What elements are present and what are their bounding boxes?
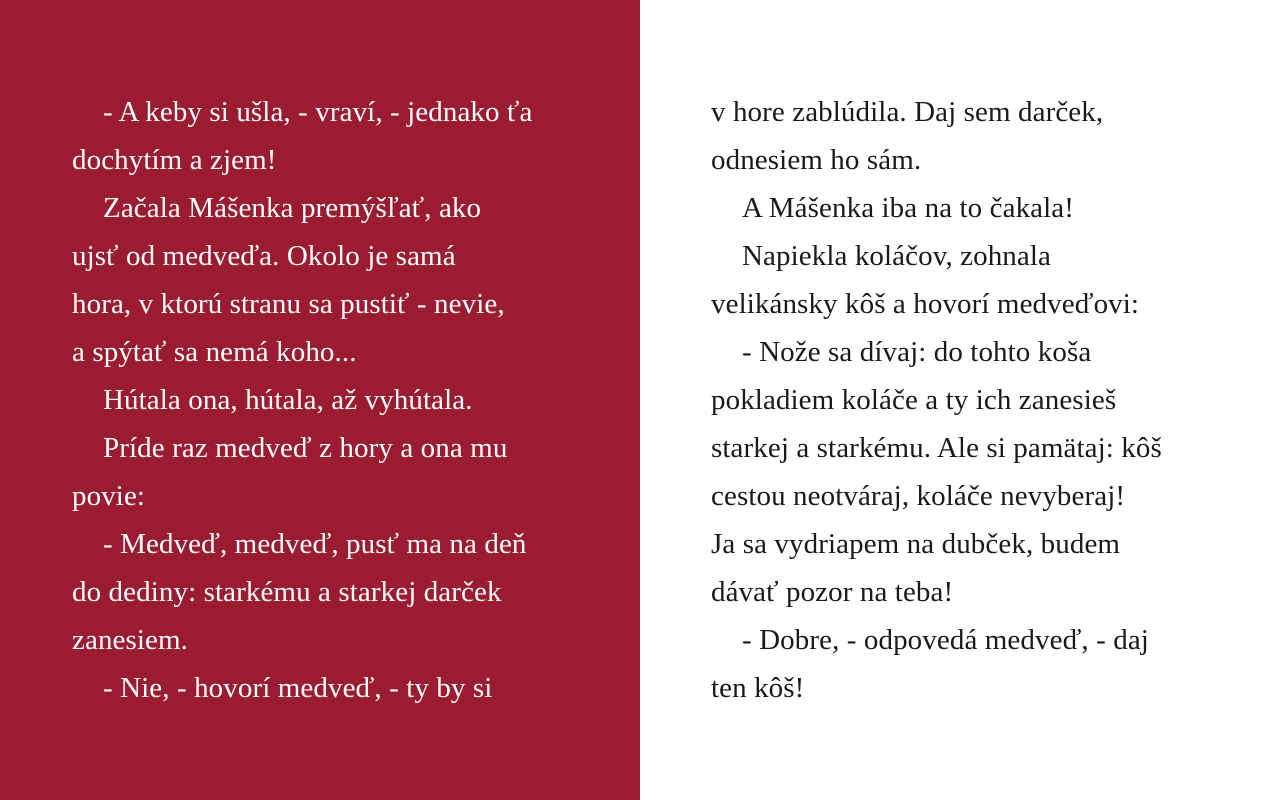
right-page: [640, 0, 1280, 800]
text-line: starkej a starkému. Ale si pamätaj: kôš: [711, 432, 1162, 464]
text-line: cestou neotváraj, koláče nevyberaj!: [711, 480, 1126, 512]
text-line: - Medveď, medveď, pusť ma na deň: [103, 528, 527, 560]
text-line: a spýtať sa nemá koho...: [72, 336, 357, 368]
text-line: - Dobre, - odpovedá medveď, - daj: [742, 624, 1149, 656]
text-line: Príde raz medveď z hory a ona mu: [103, 432, 508, 464]
text-line: Napiekla koláčov, zohnala: [742, 240, 1052, 272]
text-line: - A keby si ušla, - vraví, - jednako ťa: [103, 96, 533, 128]
right-page-text: [711, 88, 1240, 712]
text-line: hora, v ktorú stranu sa pustiť - nevie,: [72, 288, 505, 320]
text-line: pokladiem koláče a ty ich zanesieš: [711, 384, 1117, 416]
text-line: zanesiem.: [72, 624, 189, 656]
text-line: ten kôš!: [711, 672, 805, 704]
text-line: dávať pozor na teba!: [711, 576, 954, 608]
text-line: do dediny: starkému a starkej darček: [72, 576, 502, 608]
text-line: Začala Mášenka premýšľať, ako: [103, 192, 482, 224]
text-line: dochytím a zjem!: [72, 144, 277, 176]
text-line: Ja sa vydriapem na dubček, budem: [711, 528, 1121, 560]
text-line: - Nie, - hovorí medveď, - ty by si: [103, 672, 493, 704]
text-line: Hútala ona, hútala, až vyhútala.: [103, 384, 473, 416]
left-page-text: [72, 88, 600, 712]
text-line: v hore zablúdila. Daj sem darček,: [711, 96, 1104, 128]
text-line: - Nože sa dívaj: do tohto koša: [742, 336, 1092, 368]
text-line: velikánsky kôš a hovorí medveďovi:: [711, 288, 1140, 320]
text-line: povie:: [72, 480, 146, 512]
text-line: odnesiem ho sám.: [711, 144, 922, 176]
text-line: ujsť od medveďa. Okolo je samá: [72, 240, 456, 272]
text-line: A Mášenka iba na to čakala!: [742, 192, 1075, 224]
